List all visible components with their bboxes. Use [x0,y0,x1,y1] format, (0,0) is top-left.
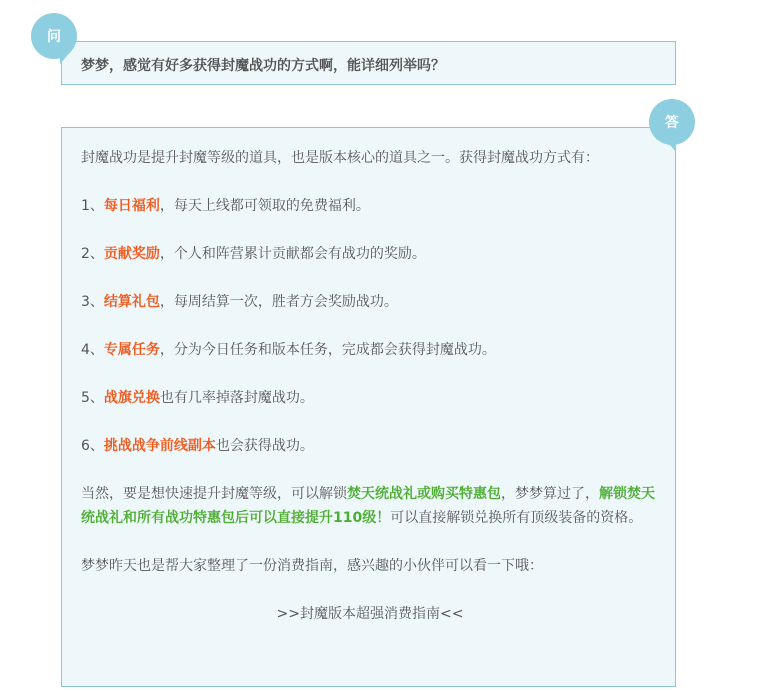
question-box [61,41,676,85]
conclusion-paragraph [81,482,659,530]
answer-badge: 答 [649,99,695,145]
list-item [81,242,659,266]
list-item [81,434,659,458]
item-text: ，每周结算一次，胜者方会奖励战功。 [159,294,398,310]
item-highlight: 专属任务 [103,342,160,358]
answer-content [81,146,659,650]
item-text: ，每天上线都可领取的免费福利。 [159,198,370,214]
conclusion-highlight: 解锁焚天统战礼和所有战功特惠包后可以直接提升110级！ [81,486,655,526]
item-number: 4、 [81,342,104,358]
item-highlight: 贡献奖励 [103,246,160,262]
item-highlight: 结算礼包 [103,294,160,310]
item-text: ，个人和阵营累计贡献都会有战功的奖励。 [159,246,426,262]
question-text: 梦梦，感觉有好多获得封魔战功的方式啊，能详细列举吗？ [81,58,445,74]
item-highlight: 每日福利 [103,198,160,214]
item-number: 1、 [81,198,104,214]
item-number: 6、 [81,438,104,454]
list-item [81,338,659,362]
list-item [81,194,659,218]
list-item [81,386,659,410]
item-text: 也有几率掉落封魔战功。 [159,390,314,406]
conclusion-text: ，梦梦算过了， [501,486,599,502]
guide-note: 梦梦昨天也是帮大家整理了一份消费指南，感兴趣的小伙伴可以看一下哦： [81,558,543,574]
answer-box [61,127,676,687]
answer-intro: 封魔战功是提升封魔等级的道具，也是版本核心的道具之一。获得封魔战功方式有： [81,150,599,166]
conclusion-text: 可以直接解锁兑换所有顶级装备的资格。 [390,510,643,526]
conclusion-highlight: 焚天统战礼或购买特惠包 [347,486,501,502]
conclusion-text: 当然，要是想快速提升封魔等级，可以解锁 [81,486,347,502]
question-badge: 问 [31,13,77,59]
list-item [81,290,659,314]
item-highlight: 挑战战争前线副本 [103,438,216,454]
guide-link[interactable]: >>封魔版本超强消费指南<< [276,606,464,622]
item-highlight: 战旗兑换 [103,390,160,406]
item-number: 5、 [81,390,104,406]
item-number: 3、 [81,294,104,310]
item-number: 2、 [81,246,104,262]
item-text: ，分为今日任务和版本任务，完成都会获得封魔战功。 [159,342,496,358]
item-text: 也会获得战功。 [215,438,314,454]
